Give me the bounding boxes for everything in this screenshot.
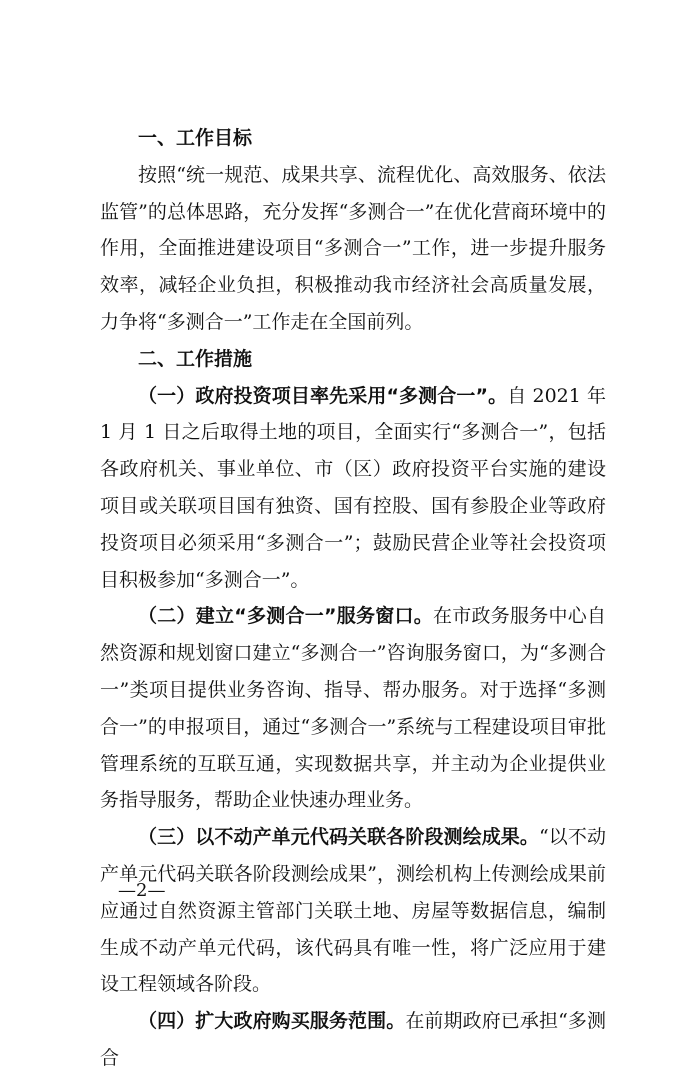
- measure-item-3-text: “以不动产单元代码关联各阶段测绘成果”，测绘机构上传测绘成果前应通过自然资源主管部门关联土地、房屋等数据信息，编制生成不动产单元代码，该代码具有唯一性，将广泛应用于建设工程领域各阶段。: [100, 826, 606, 996]
- goals-paragraph: 按照“统一规范、成果共享、流程优化、高效服务、依法监管”的总体思路，充分发挥“多测合一”在优化营商环境中的作用，全面推进建设项目“多测合一”工作，进一步提升服务效率，减轻企业负担，积极推动我市经济社会高质量发展，力争将“多测合一”工作走在全国前列。: [100, 163, 606, 333]
- measure-item-4-text: 在前期政府已承担“多测合: [100, 1010, 606, 1069]
- measure-item-2-lead: （二）建立“多测合一”服务窗口。: [138, 605, 433, 628]
- measure-item-1-lead: （一）政府投资项目率先采用“多测合一”。: [138, 384, 508, 407]
- measure-item-2-text: 在市政务服务中心自然资源和规划窗口建立“多测合一”咨询服务窗口，为“多测合一”类项目提供业务咨询、指导、帮办服务。对于选择“多测合一”的申报项目，通过“多测合一”系统与工程建设项目审批管理系统的互联互通，实现数据共享，并主动为企业提供业务指导服务，帮助企业快速办理业务。: [100, 605, 606, 812]
- document-body: [100, 120, 606, 1077]
- section-heading-measures: 二、工作措施: [138, 347, 253, 370]
- measure-item-1: [100, 378, 606, 599]
- measure-item-3: [100, 819, 606, 1003]
- page-number: —2—: [118, 880, 166, 901]
- measure-item-3-lead: （三）以不动产单元代码关联各阶段测绘成果。: [138, 826, 539, 849]
- measure-item-4-lead: （四）扩大政府购买服务范围。: [138, 1010, 406, 1033]
- measure-item-1-text: 自 2021 年 1 月 1 日之后取得土地的项目，全面实行“多测合一”，包括各政府机关、事业单位、市（区）政府投资平台实施的建设项目或关联项目国有独资、国有控股、国有参股企业等政府投资项目必须采用“多测合一”；鼓励民营企业等社会投资项目积极参加“多测合一”。: [100, 384, 606, 591]
- section-heading-goals: 一、工作目标: [138, 127, 253, 149]
- measure-item-4: [100, 1003, 606, 1077]
- measure-item-2: [100, 598, 606, 819]
